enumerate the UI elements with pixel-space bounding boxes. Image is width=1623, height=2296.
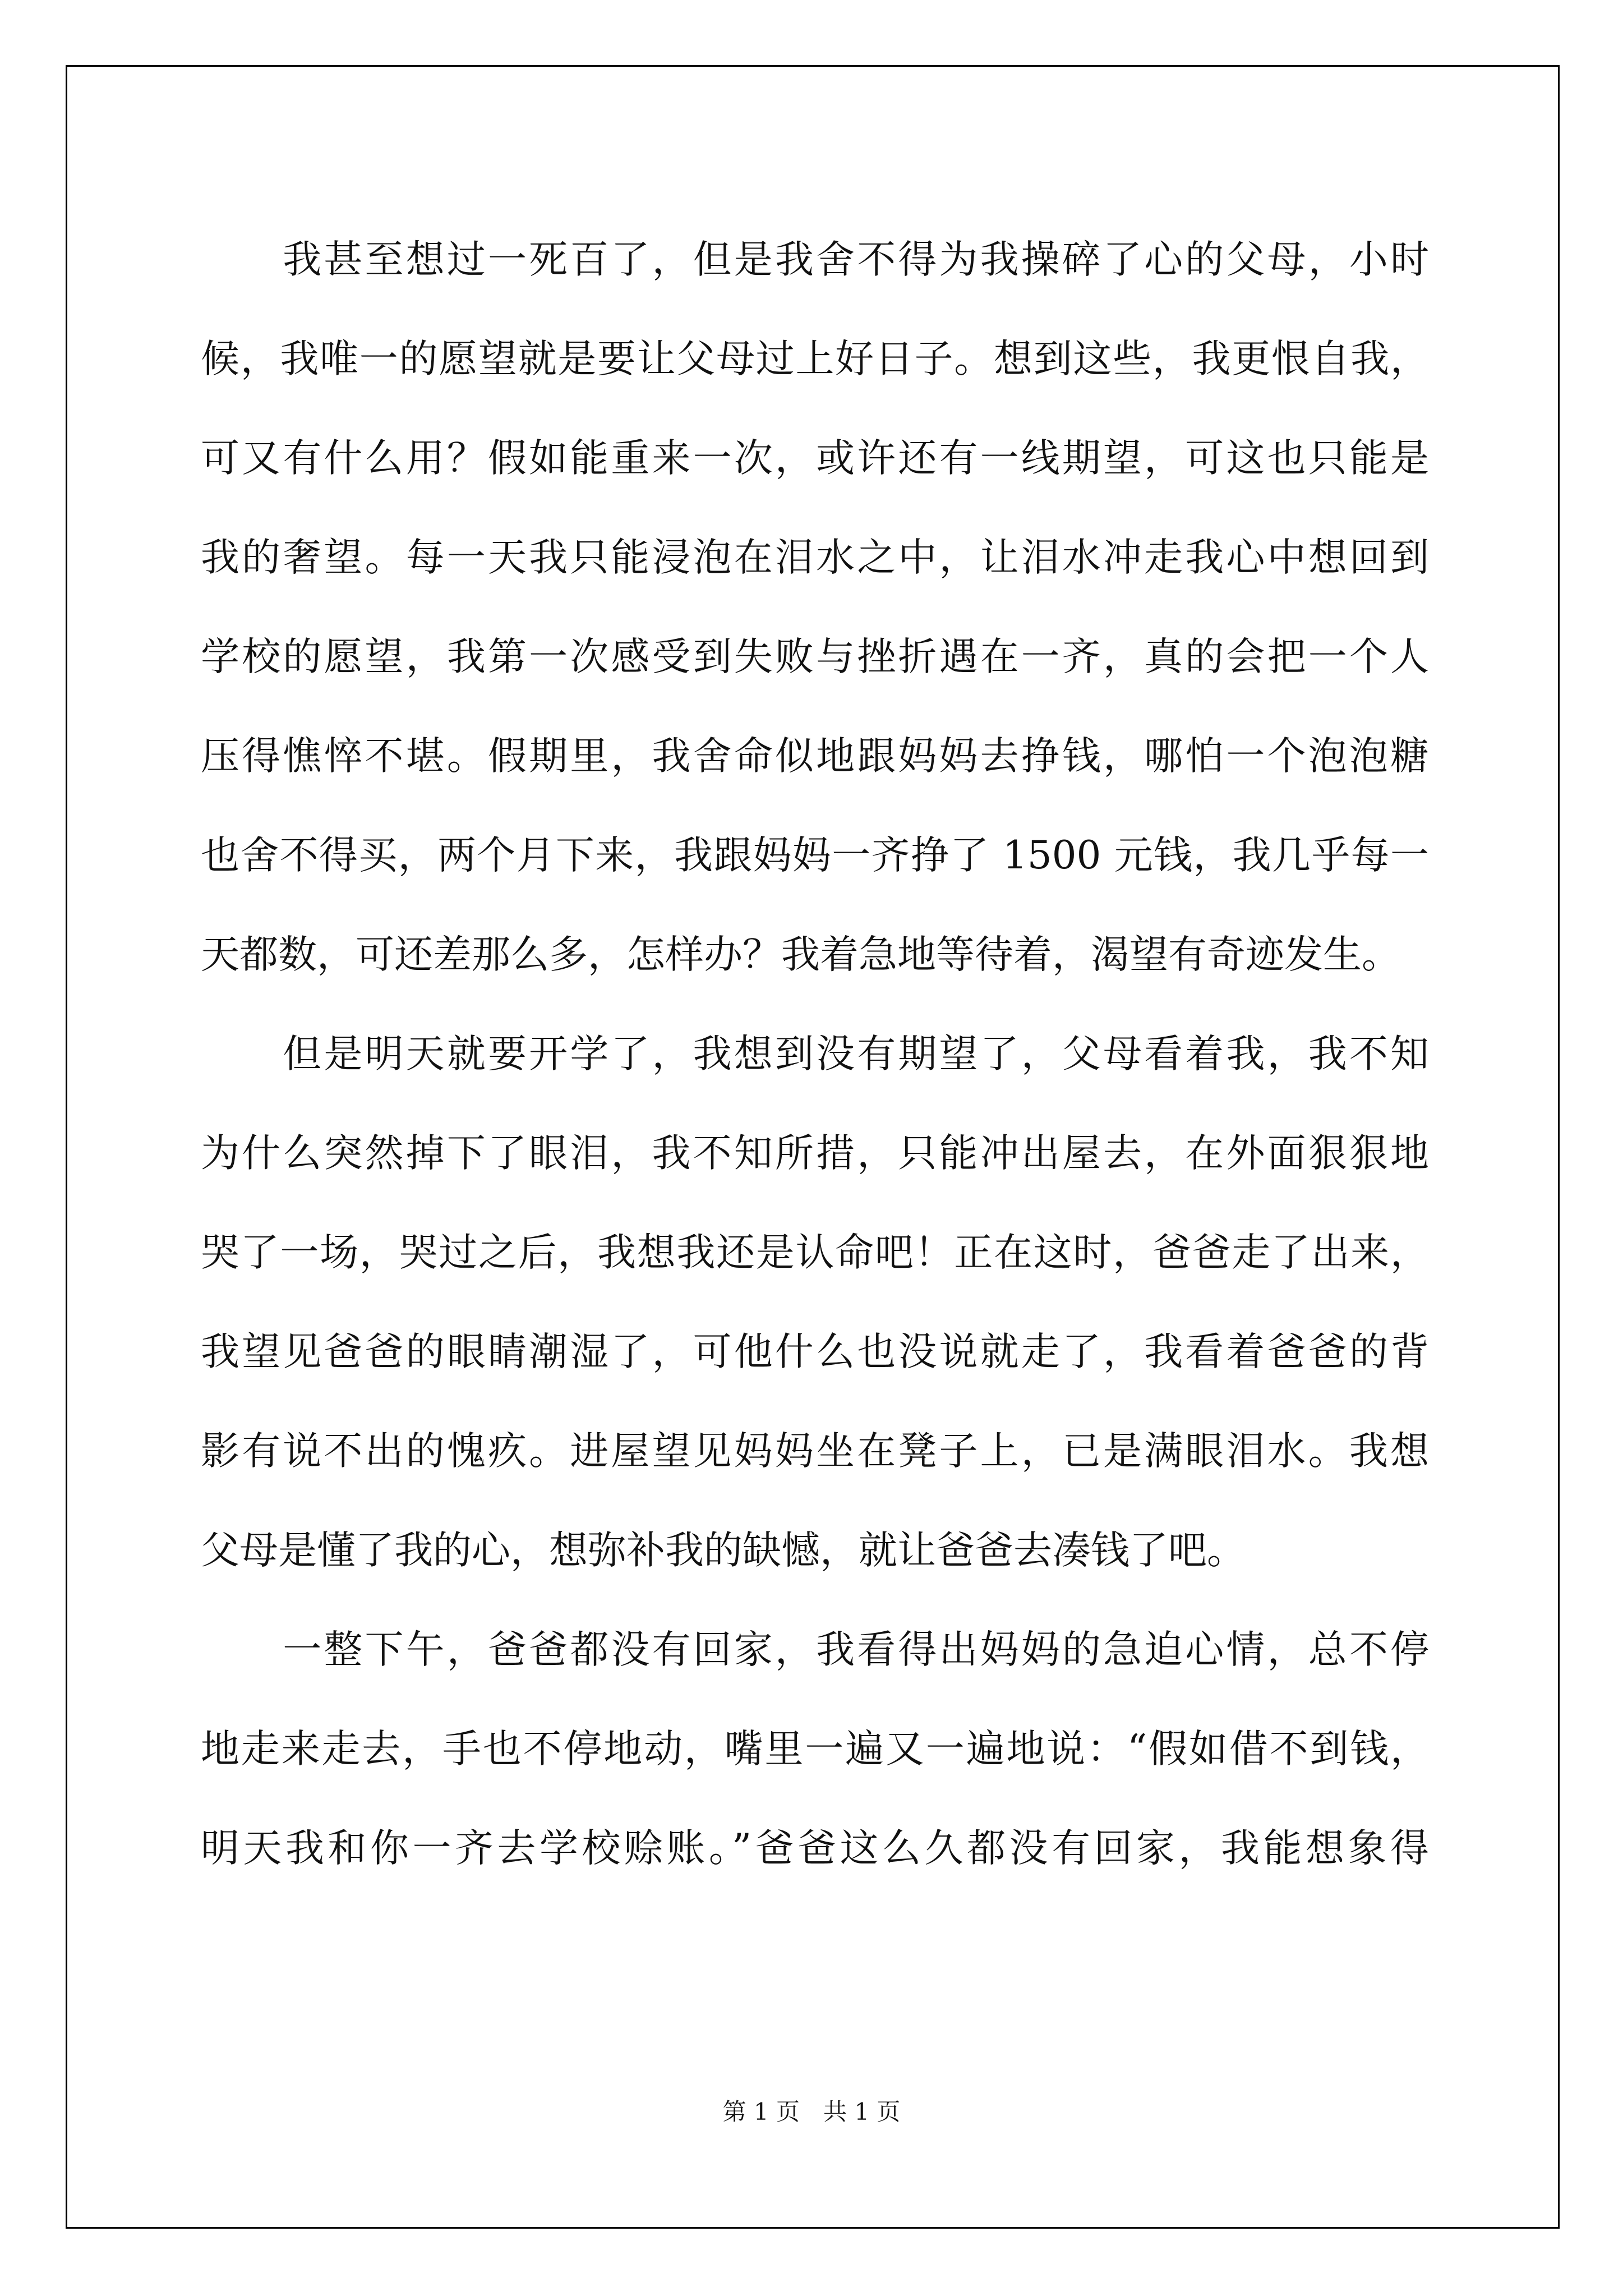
text-line: 父母是懂了我的心，想弥补我的缺憾，就让爸爸去凑钱了吧。 [201, 1528, 1246, 1573]
text-line: 地走来走去，手也不停地动，嘴里一遍又一遍地说：“假如借不到钱， [201, 1727, 1429, 1772]
text-line: 为什么突然掉下了眼泪，我不知所措，只能冲出屋去，在外面狠狠地 [201, 1131, 1429, 1176]
text-line: 我望见爸爸的眼睛潮湿了，可他什么也没说就走了，我看着爸爸的背 [201, 1329, 1429, 1374]
page-number-footer: 第 1 页 共 1 页 [722, 2098, 901, 2125]
text-line: 哭了一场，哭过之后，我想我还是认命吧！正在这时，爸爸走了出来， [201, 1230, 1429, 1275]
text-line: 可又有什么用？假如能重来一次，或许还有一线期望，可这也只能是 [201, 436, 1429, 481]
text-line: 但是明天就要开学了，我想到没有期望了，父母看着我，我不知 [201, 1032, 1429, 1076]
text-line: 明天我和你一齐去学校赊账。”爸爸这么久都没有回家，我能想象得 [201, 1826, 1429, 1871]
text-line: 一整下午，爸爸都没有回家，我看得出妈妈的急迫心情，总不停 [201, 1627, 1429, 1672]
text-line: 也舍不得买，两个月下来，我跟妈妈一齐挣了 1500 元钱，我几乎每一 [201, 833, 1429, 878]
text-line: 影有说不出的愧疚。进屋望见妈妈坐在凳子上，已是满眼泪水。我想 [201, 1429, 1429, 1474]
text-line: 学校的愿望，我第一次感受到失败与挫折遇在一齐，真的会把一个人 [201, 634, 1429, 679]
document-body [201, 210, 1429, 1898]
text-line: 压得憔悴不堪。假期里，我舍命似地跟妈妈去挣钱，哪怕一个泡泡糖 [201, 734, 1429, 779]
text-line: 候，我唯一的愿望就是要让父母过上好日子。想到这些，我更恨自我， [201, 337, 1429, 381]
text-line: 天都数，可还差那么多，怎样办？我着急地等待着，渴望有奇迹发生。 [201, 932, 1400, 977]
text-line: 我的奢望。每一天我只能浸泡在泪水之中，让泪水冲走我心中想回到 [201, 535, 1429, 580]
text-line: 我甚至想过一死百了，但是我舍不得为我操碎了心的父母，小时 [201, 237, 1429, 282]
